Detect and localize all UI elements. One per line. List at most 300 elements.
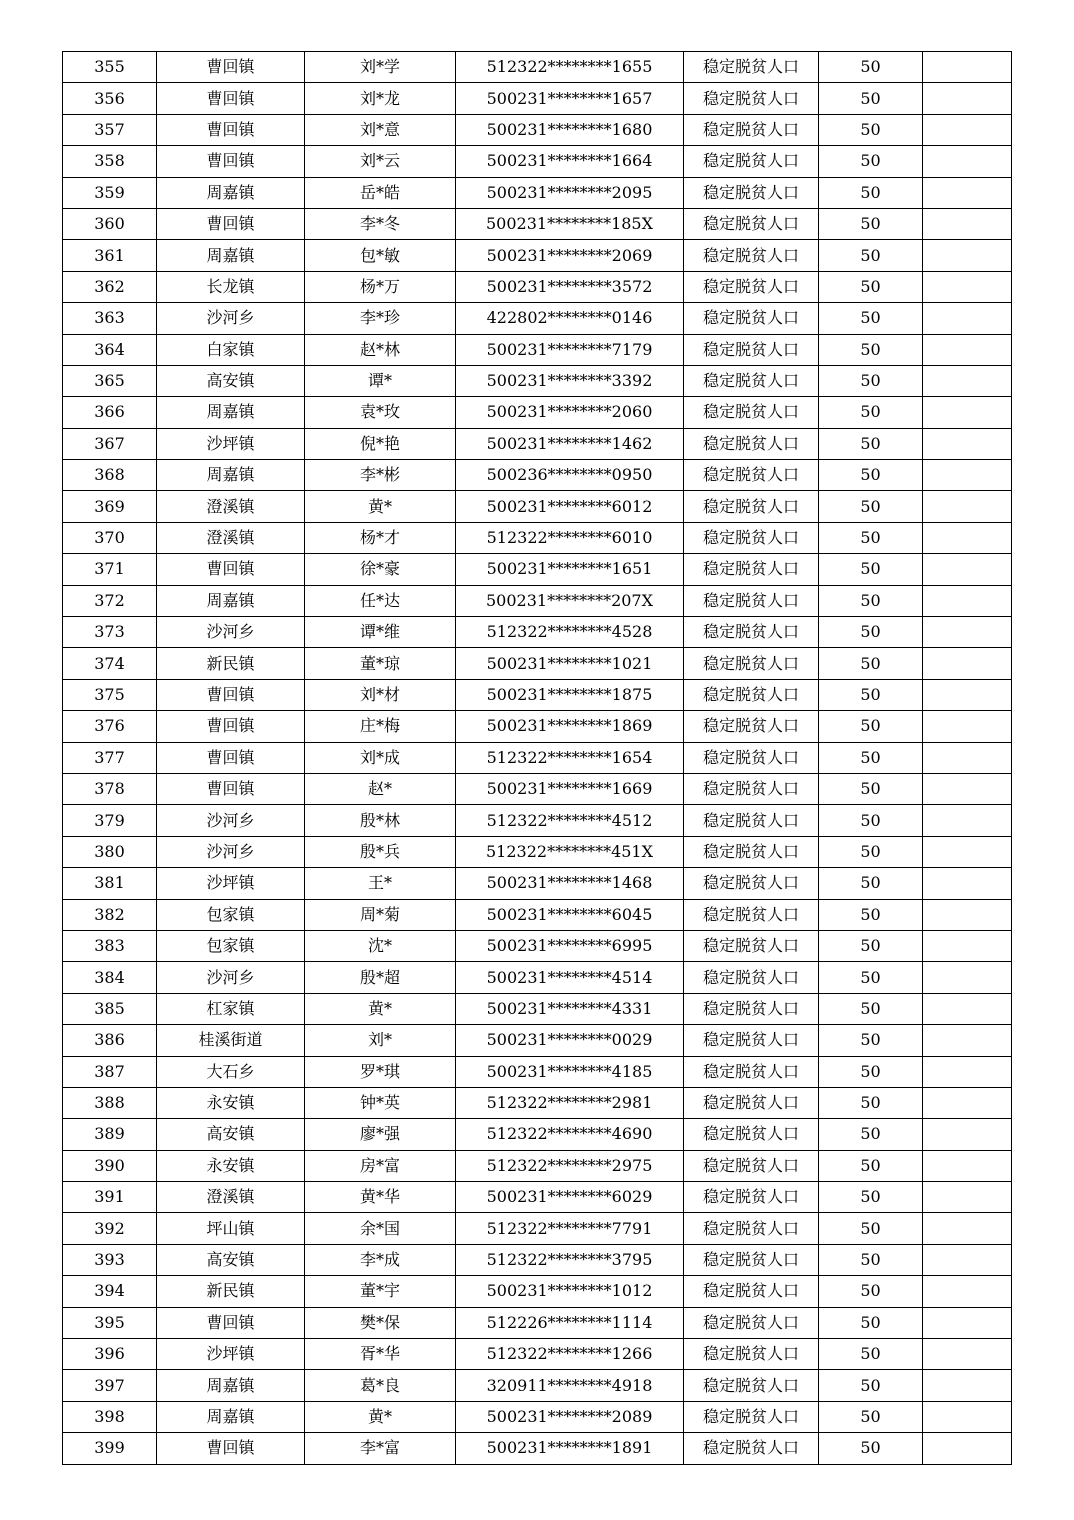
name-cell: 倪*艳 (305, 428, 456, 459)
category-cell: 稳定脱贫人口 (684, 208, 819, 239)
row-number-cell: 364 (63, 334, 157, 365)
name-cell: 李*冬 (305, 208, 456, 239)
name-cell: 刘* (305, 1025, 456, 1056)
row-number-cell: 384 (63, 962, 157, 993)
note-cell (923, 930, 1012, 961)
id-number-cell: 512322********7791 (456, 1213, 684, 1244)
table-row (63, 83, 1012, 114)
name-cell: 刘*成 (305, 742, 456, 773)
amount-cell: 50 (819, 1025, 923, 1056)
id-number-cell: 500231********4185 (456, 1056, 684, 1087)
category-cell: 稳定脱贫人口 (684, 1244, 819, 1275)
id-number-cell: 500231********1651 (456, 554, 684, 585)
category-cell: 稳定脱贫人口 (684, 1307, 819, 1338)
id-number-cell: 512322********1266 (456, 1339, 684, 1370)
row-number-cell: 393 (63, 1244, 157, 1275)
town-cell: 沙河乡 (157, 303, 305, 334)
id-number-cell: 500231********1869 (456, 711, 684, 742)
category-cell: 稳定脱贫人口 (684, 899, 819, 930)
amount-cell: 50 (819, 397, 923, 428)
note-cell (923, 1276, 1012, 1307)
town-cell: 曹回镇 (157, 742, 305, 773)
table-row (63, 1213, 1012, 1244)
table-row (63, 1244, 1012, 1275)
table-row (63, 1433, 1012, 1464)
table-row (63, 428, 1012, 459)
town-cell: 沙河乡 (157, 617, 305, 648)
note-cell (923, 1339, 1012, 1370)
id-number-cell: 512226********1114 (456, 1307, 684, 1338)
amount-cell: 50 (819, 208, 923, 239)
table-row (63, 773, 1012, 804)
id-number-cell: 512322********4512 (456, 805, 684, 836)
category-cell: 稳定脱贫人口 (684, 773, 819, 804)
note-cell (923, 1401, 1012, 1432)
amount-cell: 50 (819, 240, 923, 271)
amount-cell: 50 (819, 617, 923, 648)
name-cell: 黄* (305, 1401, 456, 1432)
note-cell (923, 1182, 1012, 1213)
town-cell: 沙坪镇 (157, 868, 305, 899)
row-number-cell: 387 (63, 1056, 157, 1087)
row-number-cell: 376 (63, 711, 157, 742)
id-number-cell: 512322********4528 (456, 617, 684, 648)
note-cell (923, 460, 1012, 491)
town-cell: 周嘉镇 (157, 177, 305, 208)
town-cell: 新民镇 (157, 1276, 305, 1307)
row-number-cell: 388 (63, 1087, 157, 1118)
town-cell: 曹回镇 (157, 146, 305, 177)
note-cell (923, 303, 1012, 334)
note-cell (923, 617, 1012, 648)
amount-cell: 50 (819, 1119, 923, 1150)
note-cell (923, 397, 1012, 428)
note-cell (923, 836, 1012, 867)
row-number-cell: 389 (63, 1119, 157, 1150)
id-number-cell: 512322********3795 (456, 1244, 684, 1275)
row-number-cell: 381 (63, 868, 157, 899)
table-row (63, 334, 1012, 365)
table-row (63, 1276, 1012, 1307)
amount-cell: 50 (819, 83, 923, 114)
row-number-cell: 355 (63, 52, 157, 83)
name-cell: 刘*材 (305, 679, 456, 710)
name-cell: 黄* (305, 491, 456, 522)
name-cell: 谭* (305, 365, 456, 396)
note-cell (923, 271, 1012, 302)
id-number-cell: 500231********2089 (456, 1401, 684, 1432)
name-cell: 庄*梅 (305, 711, 456, 742)
id-number-cell: 512322********1654 (456, 742, 684, 773)
town-cell: 白家镇 (157, 334, 305, 365)
note-cell (923, 1087, 1012, 1118)
town-cell: 曹回镇 (157, 773, 305, 804)
category-cell: 稳定脱贫人口 (684, 334, 819, 365)
town-cell: 周嘉镇 (157, 585, 305, 616)
name-cell: 包*敏 (305, 240, 456, 271)
category-cell: 稳定脱贫人口 (684, 1339, 819, 1370)
town-cell: 沙河乡 (157, 836, 305, 867)
amount-cell: 50 (819, 271, 923, 302)
note-cell (923, 554, 1012, 585)
category-cell: 稳定脱贫人口 (684, 240, 819, 271)
amount-cell: 50 (819, 522, 923, 553)
town-cell: 永安镇 (157, 1150, 305, 1181)
name-cell: 余*国 (305, 1213, 456, 1244)
category-cell: 稳定脱贫人口 (684, 365, 819, 396)
amount-cell: 50 (819, 177, 923, 208)
amount-cell: 50 (819, 868, 923, 899)
id-number-cell: 500231********1669 (456, 773, 684, 804)
id-number-cell: 512322********6010 (456, 522, 684, 553)
category-cell: 稳定脱贫人口 (684, 962, 819, 993)
row-number-cell: 386 (63, 1025, 157, 1056)
amount-cell: 50 (819, 146, 923, 177)
category-cell: 稳定脱贫人口 (684, 711, 819, 742)
amount-cell: 50 (819, 711, 923, 742)
id-number-cell: 512322********2981 (456, 1087, 684, 1118)
row-number-cell: 391 (63, 1182, 157, 1213)
id-number-cell: 422802********0146 (456, 303, 684, 334)
name-cell: 殷*兵 (305, 836, 456, 867)
note-cell (923, 993, 1012, 1024)
table-row (63, 1056, 1012, 1087)
category-cell: 稳定脱贫人口 (684, 993, 819, 1024)
name-cell: 李*珍 (305, 303, 456, 334)
id-number-cell: 500231********2069 (456, 240, 684, 271)
note-cell (923, 1244, 1012, 1275)
town-cell: 包家镇 (157, 930, 305, 961)
table-row (63, 1087, 1012, 1118)
amount-cell: 50 (819, 1182, 923, 1213)
table-row (63, 146, 1012, 177)
row-number-cell: 358 (63, 146, 157, 177)
town-cell: 曹回镇 (157, 711, 305, 742)
id-number-cell: 500231********1664 (456, 146, 684, 177)
table-row (63, 805, 1012, 836)
note-cell (923, 365, 1012, 396)
amount-cell: 50 (819, 1433, 923, 1464)
note-cell (923, 428, 1012, 459)
category-cell: 稳定脱贫人口 (684, 679, 819, 710)
note-cell (923, 1150, 1012, 1181)
town-cell: 曹回镇 (157, 1433, 305, 1464)
name-cell: 钟*英 (305, 1087, 456, 1118)
row-number-cell: 379 (63, 805, 157, 836)
note-cell (923, 1307, 1012, 1338)
id-number-cell: 500231********3392 (456, 365, 684, 396)
id-number-cell: 500231********1891 (456, 1433, 684, 1464)
id-number-cell: 500236********0950 (456, 460, 684, 491)
table-row (63, 460, 1012, 491)
id-number-cell: 500231********6995 (456, 930, 684, 961)
row-number-cell: 373 (63, 617, 157, 648)
id-number-cell: 500231********3572 (456, 271, 684, 302)
name-cell: 赵*林 (305, 334, 456, 365)
name-cell: 刘*云 (305, 146, 456, 177)
note-cell (923, 899, 1012, 930)
category-cell: 稳定脱贫人口 (684, 1433, 819, 1464)
name-cell: 房*富 (305, 1150, 456, 1181)
note-cell (923, 868, 1012, 899)
amount-cell: 50 (819, 1087, 923, 1118)
note-cell (923, 1433, 1012, 1464)
category-cell: 稳定脱贫人口 (684, 1182, 819, 1213)
id-number-cell: 500231********6012 (456, 491, 684, 522)
name-cell: 刘*学 (305, 52, 456, 83)
amount-cell: 50 (819, 1244, 923, 1275)
row-number-cell: 361 (63, 240, 157, 271)
row-number-cell: 372 (63, 585, 157, 616)
id-number-cell: 500231********1680 (456, 114, 684, 145)
amount-cell: 50 (819, 303, 923, 334)
name-cell: 谭*维 (305, 617, 456, 648)
name-cell: 董*琼 (305, 648, 456, 679)
row-number-cell: 390 (63, 1150, 157, 1181)
id-number-cell: 500231********207X (456, 585, 684, 616)
category-cell: 稳定脱贫人口 (684, 805, 819, 836)
row-number-cell: 369 (63, 491, 157, 522)
amount-cell: 50 (819, 930, 923, 961)
row-number-cell: 356 (63, 83, 157, 114)
id-number-cell: 512322********1655 (456, 52, 684, 83)
note-cell (923, 742, 1012, 773)
category-cell: 稳定脱贫人口 (684, 868, 819, 899)
town-cell: 高安镇 (157, 365, 305, 396)
town-cell: 沙河乡 (157, 962, 305, 993)
table-row (63, 711, 1012, 742)
row-number-cell: 374 (63, 648, 157, 679)
name-cell: 樊*保 (305, 1307, 456, 1338)
row-number-cell: 377 (63, 742, 157, 773)
note-cell (923, 962, 1012, 993)
id-number-cell: 500231********1012 (456, 1276, 684, 1307)
table-row (63, 1339, 1012, 1370)
row-number-cell: 362 (63, 271, 157, 302)
category-cell: 稳定脱贫人口 (684, 648, 819, 679)
row-number-cell: 397 (63, 1370, 157, 1401)
id-number-cell: 500231********4514 (456, 962, 684, 993)
row-number-cell: 363 (63, 303, 157, 334)
town-cell: 曹回镇 (157, 679, 305, 710)
note-cell (923, 648, 1012, 679)
id-number-cell: 500231********2095 (456, 177, 684, 208)
id-number-cell: 500231********185X (456, 208, 684, 239)
amount-cell: 50 (819, 460, 923, 491)
town-cell: 永安镇 (157, 1087, 305, 1118)
town-cell: 曹回镇 (157, 1307, 305, 1338)
table-row (63, 1401, 1012, 1432)
table-row (63, 993, 1012, 1024)
note-cell (923, 334, 1012, 365)
row-number-cell: 367 (63, 428, 157, 459)
name-cell: 王* (305, 868, 456, 899)
name-cell: 胥*华 (305, 1339, 456, 1370)
id-number-cell: 512322********2975 (456, 1150, 684, 1181)
name-cell: 罗*琪 (305, 1056, 456, 1087)
id-number-cell: 320911********4918 (456, 1370, 684, 1401)
id-number-cell: 500231********1875 (456, 679, 684, 710)
table-row (63, 177, 1012, 208)
note-cell (923, 585, 1012, 616)
name-cell: 李*富 (305, 1433, 456, 1464)
row-number-cell: 399 (63, 1433, 157, 1464)
name-cell: 廖*强 (305, 1119, 456, 1150)
roster-table (62, 51, 1012, 1465)
name-cell: 董*宇 (305, 1276, 456, 1307)
table-row (63, 52, 1012, 83)
note-cell (923, 711, 1012, 742)
note-cell (923, 1119, 1012, 1150)
amount-cell: 50 (819, 554, 923, 585)
town-cell: 澄溪镇 (157, 522, 305, 553)
table-body (63, 52, 1012, 1465)
row-number-cell: 365 (63, 365, 157, 396)
row-number-cell: 368 (63, 460, 157, 491)
note-cell (923, 491, 1012, 522)
id-number-cell: 500231********1657 (456, 83, 684, 114)
amount-cell: 50 (819, 679, 923, 710)
town-cell: 曹回镇 (157, 83, 305, 114)
amount-cell: 50 (819, 742, 923, 773)
town-cell: 周嘉镇 (157, 1370, 305, 1401)
table-row (63, 554, 1012, 585)
id-number-cell: 500231********6045 (456, 899, 684, 930)
amount-cell: 50 (819, 114, 923, 145)
row-number-cell: 395 (63, 1307, 157, 1338)
town-cell: 澄溪镇 (157, 1182, 305, 1213)
name-cell: 黄* (305, 993, 456, 1024)
name-cell: 袁*玫 (305, 397, 456, 428)
row-number-cell: 396 (63, 1339, 157, 1370)
name-cell: 岳*皓 (305, 177, 456, 208)
note-cell (923, 1213, 1012, 1244)
category-cell: 稳定脱贫人口 (684, 1276, 819, 1307)
id-number-cell: 500231********7179 (456, 334, 684, 365)
name-cell: 任*达 (305, 585, 456, 616)
town-cell: 曹回镇 (157, 52, 305, 83)
table-row (63, 114, 1012, 145)
table-row (63, 1150, 1012, 1181)
row-number-cell: 375 (63, 679, 157, 710)
table-row (63, 1119, 1012, 1150)
row-number-cell: 357 (63, 114, 157, 145)
name-cell: 李*成 (305, 1244, 456, 1275)
category-cell: 稳定脱贫人口 (684, 397, 819, 428)
table-row (63, 397, 1012, 428)
town-cell: 曹回镇 (157, 114, 305, 145)
table-row (63, 585, 1012, 616)
name-cell: 周*菊 (305, 899, 456, 930)
amount-cell: 50 (819, 899, 923, 930)
town-cell: 坪山镇 (157, 1213, 305, 1244)
amount-cell: 50 (819, 773, 923, 804)
table-row (63, 1307, 1012, 1338)
table-row (63, 742, 1012, 773)
category-cell: 稳定脱贫人口 (684, 742, 819, 773)
amount-cell: 50 (819, 1150, 923, 1181)
table-row (63, 648, 1012, 679)
category-cell: 稳定脱贫人口 (684, 554, 819, 585)
table-row (63, 491, 1012, 522)
table-row (63, 271, 1012, 302)
town-cell: 沙坪镇 (157, 428, 305, 459)
table-row (63, 930, 1012, 961)
category-cell: 稳定脱贫人口 (684, 1213, 819, 1244)
category-cell: 稳定脱贫人口 (684, 1056, 819, 1087)
row-number-cell: 366 (63, 397, 157, 428)
category-cell: 稳定脱贫人口 (684, 491, 819, 522)
row-number-cell: 394 (63, 1276, 157, 1307)
town-cell: 曹回镇 (157, 554, 305, 585)
table-row (63, 1025, 1012, 1056)
category-cell: 稳定脱贫人口 (684, 303, 819, 334)
town-cell: 杠家镇 (157, 993, 305, 1024)
amount-cell: 50 (819, 1213, 923, 1244)
id-number-cell: 500231********1468 (456, 868, 684, 899)
row-number-cell: 398 (63, 1401, 157, 1432)
category-cell: 稳定脱贫人口 (684, 271, 819, 302)
category-cell: 稳定脱贫人口 (684, 836, 819, 867)
note-cell (923, 522, 1012, 553)
town-cell: 长龙镇 (157, 271, 305, 302)
row-number-cell: 383 (63, 930, 157, 961)
id-number-cell: 500231********4331 (456, 993, 684, 1024)
row-number-cell: 392 (63, 1213, 157, 1244)
town-cell: 周嘉镇 (157, 397, 305, 428)
table-row (63, 240, 1012, 271)
row-number-cell: 360 (63, 208, 157, 239)
note-cell (923, 240, 1012, 271)
note-cell (923, 52, 1012, 83)
category-cell: 稳定脱贫人口 (684, 1370, 819, 1401)
amount-cell: 50 (819, 428, 923, 459)
town-cell: 曹回镇 (157, 208, 305, 239)
category-cell: 稳定脱贫人口 (684, 52, 819, 83)
table-row (63, 1370, 1012, 1401)
name-cell: 刘*意 (305, 114, 456, 145)
town-cell: 沙河乡 (157, 805, 305, 836)
category-cell: 稳定脱贫人口 (684, 930, 819, 961)
name-cell: 杨*才 (305, 522, 456, 553)
note-cell (923, 773, 1012, 804)
amount-cell: 50 (819, 836, 923, 867)
category-cell: 稳定脱贫人口 (684, 428, 819, 459)
category-cell: 稳定脱贫人口 (684, 1401, 819, 1432)
town-cell: 周嘉镇 (157, 1401, 305, 1432)
table-row (63, 868, 1012, 899)
table-row (63, 1182, 1012, 1213)
town-cell: 包家镇 (157, 899, 305, 930)
category-cell: 稳定脱贫人口 (684, 1150, 819, 1181)
town-cell: 桂溪街道 (157, 1025, 305, 1056)
row-number-cell: 380 (63, 836, 157, 867)
id-number-cell: 512322********451X (456, 836, 684, 867)
category-cell: 稳定脱贫人口 (684, 460, 819, 491)
table-row (63, 836, 1012, 867)
name-cell: 刘*龙 (305, 83, 456, 114)
amount-cell: 50 (819, 962, 923, 993)
amount-cell: 50 (819, 1056, 923, 1087)
table-row (63, 679, 1012, 710)
category-cell: 稳定脱贫人口 (684, 1119, 819, 1150)
note-cell (923, 1025, 1012, 1056)
row-number-cell: 359 (63, 177, 157, 208)
row-number-cell: 382 (63, 899, 157, 930)
table-row (63, 303, 1012, 334)
amount-cell: 50 (819, 1339, 923, 1370)
town-cell: 周嘉镇 (157, 460, 305, 491)
